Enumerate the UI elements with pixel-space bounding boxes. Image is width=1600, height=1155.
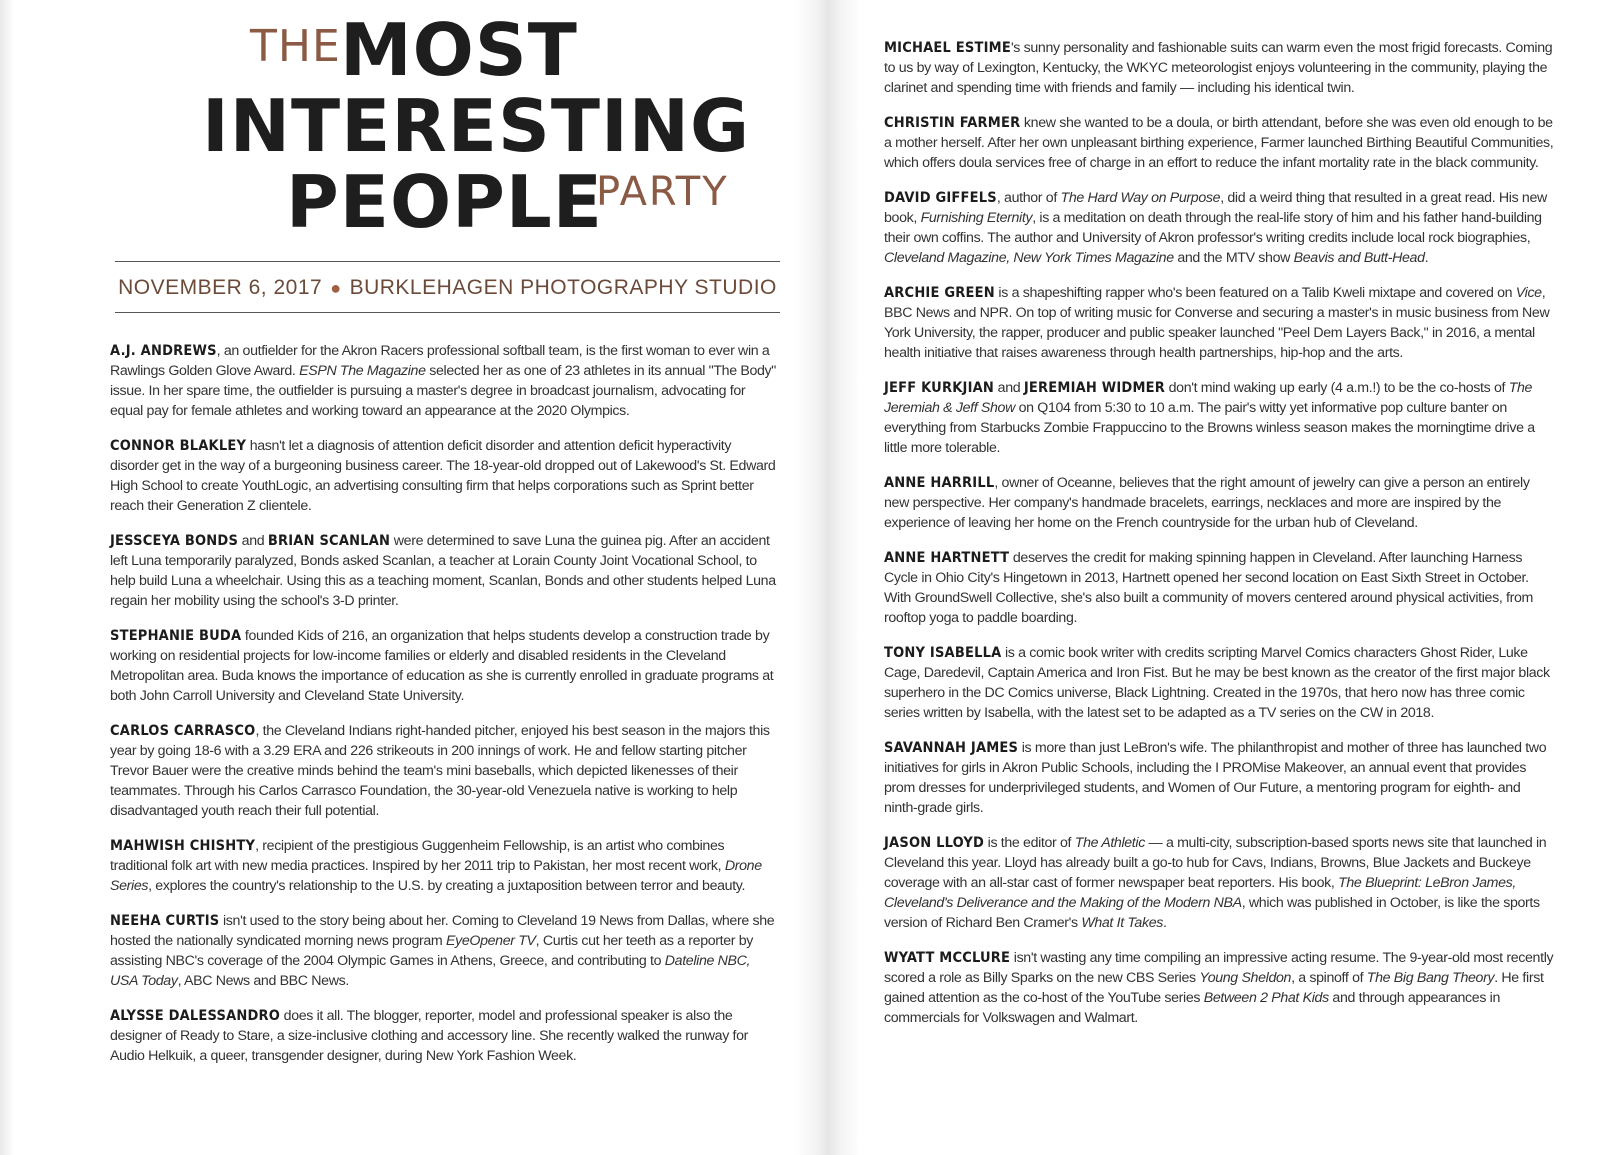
person-name: JEFF KURKJIAN	[884, 380, 995, 396]
entry-text: were determined to save Luna the guinea pig. After an accident left Luna temporarily paralyzed, Bonds asked Scanlan, a teacher at Lorain County Joint Vocational School, to help build Luna a wheelchair. Using this as a teaching moment, Scanlan, Bonds and other students helped Luna regain her mobility using the school's 3-D printer.	[110, 533, 776, 609]
profile-entry	[110, 341, 778, 421]
profile-entry	[884, 548, 1556, 628]
right-column	[884, 38, 1556, 1043]
person-name: JASON LLOYD	[884, 835, 985, 851]
person-name: ANNE HARRILL	[884, 475, 995, 491]
profile-entry	[884, 113, 1556, 173]
entry-text: , BBC News and NPR. On top of writing music for Converse and securing a master's in music business from New York University, the rapper, producer and public speaker launched "Peel Dem Layers Back," in 2016, a mental health initiative that raises awareness through health partnerships, hip-hop and the arts.	[884, 285, 1550, 361]
person-name: DAVID GIFFELS	[884, 190, 997, 206]
entry-text: .	[1162, 915, 1167, 931]
person-name: SAVANNAH JAMES	[884, 740, 1019, 756]
entry-text: , an outfielder for the Akron Racers professional softball team, is the first woman to ever win a Rawlings Golden Glove Award.	[110, 343, 770, 379]
title-italic: Young Sheldon	[1199, 970, 1292, 986]
title-italic: The Big Bang Theory	[1366, 970, 1495, 986]
title-italic: Drone Series	[110, 858, 762, 894]
entry-text: hasn't let a diagnosis of attention deficit disorder and attention deficit hyperactivity disorder get in the way of a burgeoning business career. The 18-year-old dropped out of Lakewood's St. Edward High School to create YouthLogic, an advertising consulting firm that helps corporations such as Sprint better reach their Generation Z clientele.	[110, 438, 776, 514]
event-venue: BURKLEHAGEN PHOTOGRAPHY STUDIO	[349, 276, 777, 299]
entry-text: on Q104 from 5:30 to 10 a.m. The pair's witty yet informative pop culture banter on everything from Starbucks Zombie Frappuccino to the Browns winless season makes the morningtime drive a little more tolerable.	[884, 400, 1535, 456]
profile-entry	[110, 436, 778, 516]
title-italic: The Hard Way on Purpose	[1060, 190, 1221, 206]
title-italic: Between 2 Phat Kids	[1203, 990, 1329, 1006]
entry-text: and through appearances in commercials for Volkswagen and Walmart.	[884, 990, 1501, 1026]
entry-text: , ABC News and BBC News.	[177, 973, 349, 989]
entry-text: selected her as one of 23 athletes in its annual "The Body" issue. In her spare time, the outfielder is pursuing a master's degree in broadcast journalism, advocating for equal pay for female athletes and working toward an appearance at the 2020 Olympics.	[110, 363, 776, 419]
entry-text: , is a meditation on death through the real-life story of him and his father hand-building their own coffins. The author and University of Akron professor's writing credits include local rock biographies,	[884, 210, 1542, 246]
entry-text: isn't used to the story being about her. Coming to Cleveland 19 News from Dallas, where she hosted the nationally syndicated morning news program	[110, 913, 775, 949]
person-name: ALYSSE DALESSANDRO	[110, 1008, 281, 1024]
profile-entry	[884, 738, 1556, 818]
profile-entry	[110, 911, 778, 991]
entry-text: , did a weird thing that resulted in a great read. His new book,	[884, 190, 1547, 226]
entry-text: is more than just LeBron's wife. The philanthropist and mother of three has launched two initiatives for girls in Akron Public Schools, including the I PROMise Makeover, an annual event that provides prom dresses for underprivileged students, and Women of Our Future, a mentoring program for eighth- and ninth-grade girls.	[884, 740, 1547, 816]
person-name: CHRISTIN FARMER	[884, 115, 1021, 131]
entry-text: knew she wanted to be a doula, or birth attendant, before she was even old enough to be a mother herself. After her own unpleasant birthing experience, Farmer launched Birthing Beautiful Communities, which offers doula services free of charge in an effort to reduce the infant mortality rate in the black community.	[884, 115, 1554, 171]
entry-text: deserves the credit for making spinning happen in Cleveland. After launching Harness Cycle in Ohio City's Hingetown in 2013, Hartnett opened her second location on East Sixth Street in October. With GroundSwell Collective, she's also built a community of movers centered around physical activities, from rooftop yoga to paddle boarding.	[884, 550, 1533, 626]
person-name: MAHWISH CHISHTY	[110, 838, 256, 854]
person-name: TONY ISABELLA	[884, 645, 1002, 661]
title-people: PEOPLE	[286, 160, 603, 244]
entry-text: 's sunny personality and fashionable suits can warm even the most frigid forecasts. Coming to us by way of Lexington, Kentucky, the WKYC meteorologist enjoys volunteering in the community, playing the clarinet and spending time with friends and family — including his identical twin.	[884, 40, 1553, 96]
profile-entry	[110, 836, 778, 896]
profile-entry	[110, 721, 778, 821]
person-name: CARLOS CARRASCO	[110, 723, 256, 739]
title-italic: The Jeremiah & Jeff Show	[884, 380, 1533, 416]
title-italic: Beavis and Butt-Head	[1293, 250, 1425, 266]
person-name: WYATT MCCLURE	[884, 950, 1011, 966]
entry-text: , a spinoff of	[1291, 970, 1367, 986]
entry-text: , explores the country's relationship to the U.S. by creating a juxtaposition between terror and beauty.	[148, 878, 746, 894]
person-name: ANNE HARTNETT	[884, 550, 1010, 566]
profile-entry	[884, 378, 1556, 458]
title-the: THE	[250, 21, 341, 72]
entry-text: .	[1424, 250, 1429, 266]
title-italic: ESPN The Magazine	[299, 363, 426, 379]
person-name: JEREMIAH WIDMER	[1023, 380, 1166, 396]
person-name: A.J. ANDREWS	[110, 343, 217, 359]
entry-text: , which was published in October, is like the sports version of Richard Ben Cramer's	[884, 895, 1540, 931]
divider-bottom	[115, 312, 780, 313]
entry-text: , Curtis cut her teeth as a reporter by assisting NBC's coverage of the 2004 Olympic Games in Athens, Greece, and contributing to	[110, 933, 754, 969]
entry-text: — a multi-city, subscription-based sports news site that launched in Cleveland this year. Lloyd has already built a go-to hub for Cavs, Indians, Browns, Blue Jackets and Buckeye coverage with an all-star cast of former newspaper beat reporters. His book,	[884, 835, 1547, 891]
entry-text: is a comic book writer with credits scripting Marvel Comics characters Ghost Rider, Luke Cage, Daredevil, Captain America and Iron Fist. But he may be best known as the creator of the first major black superhero in the DC Comics universe, Black Lightning. Created in the 1970s, that hero now has three comic series written by Isabella, with the latest set to be adapted as a TV series on the CW in 2018.	[884, 645, 1550, 721]
entry-text: does it all. The blogger, reporter, model and professional speaker is also the designer of Ready to Stare, a size-inclusive clothing and accessory line. She recently walked the runway for Audio Helkuik, a queer, transgender designer, during New York Fashion Week.	[110, 1008, 749, 1064]
person-name: JESSCEYA BONDS	[110, 533, 239, 549]
event-date: NOVEMBER 6, 2017	[118, 276, 323, 299]
title-italic: Dateline NBC, USA Today	[110, 953, 751, 989]
person-name: ARCHIE GREEN	[884, 285, 995, 301]
event-subtitle	[115, 276, 780, 300]
title-italic: Cleveland Magazine, New York Times Magazine	[884, 250, 1174, 266]
entry-text: isn't wasting any time compiling an impressive acting resume. The 9-year-old most recently scored a role as Billy Sparks on the new CBS Series	[884, 950, 1554, 986]
entry-text: , the Cleveland Indians right-handed pitcher, enjoyed his best season in the majors this year by going 18-6 with a 3.29 ERA and 226 strikeouts in 200 innings of work. He and fellow starting pitcher Trevor Bauer were the creative minds behind the team's mini baseballs, which depicted likenesses of their teammates. Through his Carlos Carrasco Foundation, the 30-year-old Venezuela native is working to help disadvantaged youth reach their full potential.	[110, 723, 770, 819]
divider-top	[115, 261, 780, 262]
entry-text: and	[994, 380, 1024, 396]
profile-entry	[884, 188, 1556, 268]
entry-text: don't mind waking up early (4 a.m.!) to be the co-hosts of	[1165, 380, 1509, 396]
entry-text: and	[238, 533, 268, 549]
profile-entry	[884, 833, 1556, 933]
title-interesting: INTERESTING	[202, 84, 751, 168]
profile-entry	[884, 473, 1556, 533]
entry-text: , owner of Oceanne, believes that the right amount of jewelry can give a person an entirely new perspective. Her company's handmade bracelets, earrings, necklaces and more are inspired by the experience of leaving her home on the French countryside for the urban hub of Cleveland.	[884, 475, 1530, 531]
title-italic: The Blueprint: LeBron James, Cleveland's Deliverance and the Making of the Modern NBA	[884, 875, 1516, 911]
entry-text: and the MTV show	[1173, 250, 1294, 266]
profile-entry	[884, 283, 1556, 363]
person-name: CONNOR BLAKLEY	[110, 438, 247, 454]
bullet-dot-icon: ●	[330, 278, 342, 298]
title-italic: Furnishing Eternity	[920, 210, 1033, 226]
entry-text: is the editor of	[984, 835, 1075, 851]
profile-entry	[884, 948, 1556, 1028]
title-party: PARTY	[596, 169, 729, 215]
title-italic: EyeOpener TV	[446, 933, 536, 949]
profile-entry	[110, 626, 778, 706]
person-name: STEPHANIE BUDA	[110, 628, 242, 644]
title-most: MOST	[340, 8, 578, 92]
entry-text: is a shapeshifting rapper who's been featured on a Talib Kweli mixtape and covered on	[994, 285, 1516, 301]
title-italic: The Athletic	[1074, 835, 1145, 851]
title-italic: Vice	[1515, 285, 1542, 301]
title-italic: What It Takes	[1081, 915, 1163, 931]
profile-entry	[110, 531, 778, 611]
person-name: MICHAEL ESTIME	[884, 40, 1011, 56]
entry-text: . He first gained attention as the co-host of the YouTube series	[884, 970, 1544, 1006]
profile-entry	[110, 1006, 778, 1066]
entry-text: , recipient of the prestigious Guggenheim Fellowship, is an artist who combines traditional folk art with new media practices. Inspired by her 2011 trip to Pakistan, her most recent work,	[110, 838, 725, 874]
profile-entry	[884, 38, 1556, 98]
profile-entry	[884, 643, 1556, 723]
entry-text: , author of	[996, 190, 1061, 206]
left-column	[110, 341, 778, 1081]
person-name: BRIAN SCANLAN	[267, 533, 391, 549]
person-name: NEEHA CURTIS	[110, 913, 220, 929]
entry-text: founded Kids of 216, an organization that helps students develop a construction trade by working on residential projects for low-income families or elderly and disabled residents in the Cleveland Metropolitan area. Buda knows the importance of education as she is currently enrolled in graduate programs at both John Carroll University and Cleveland State University.	[110, 628, 774, 704]
